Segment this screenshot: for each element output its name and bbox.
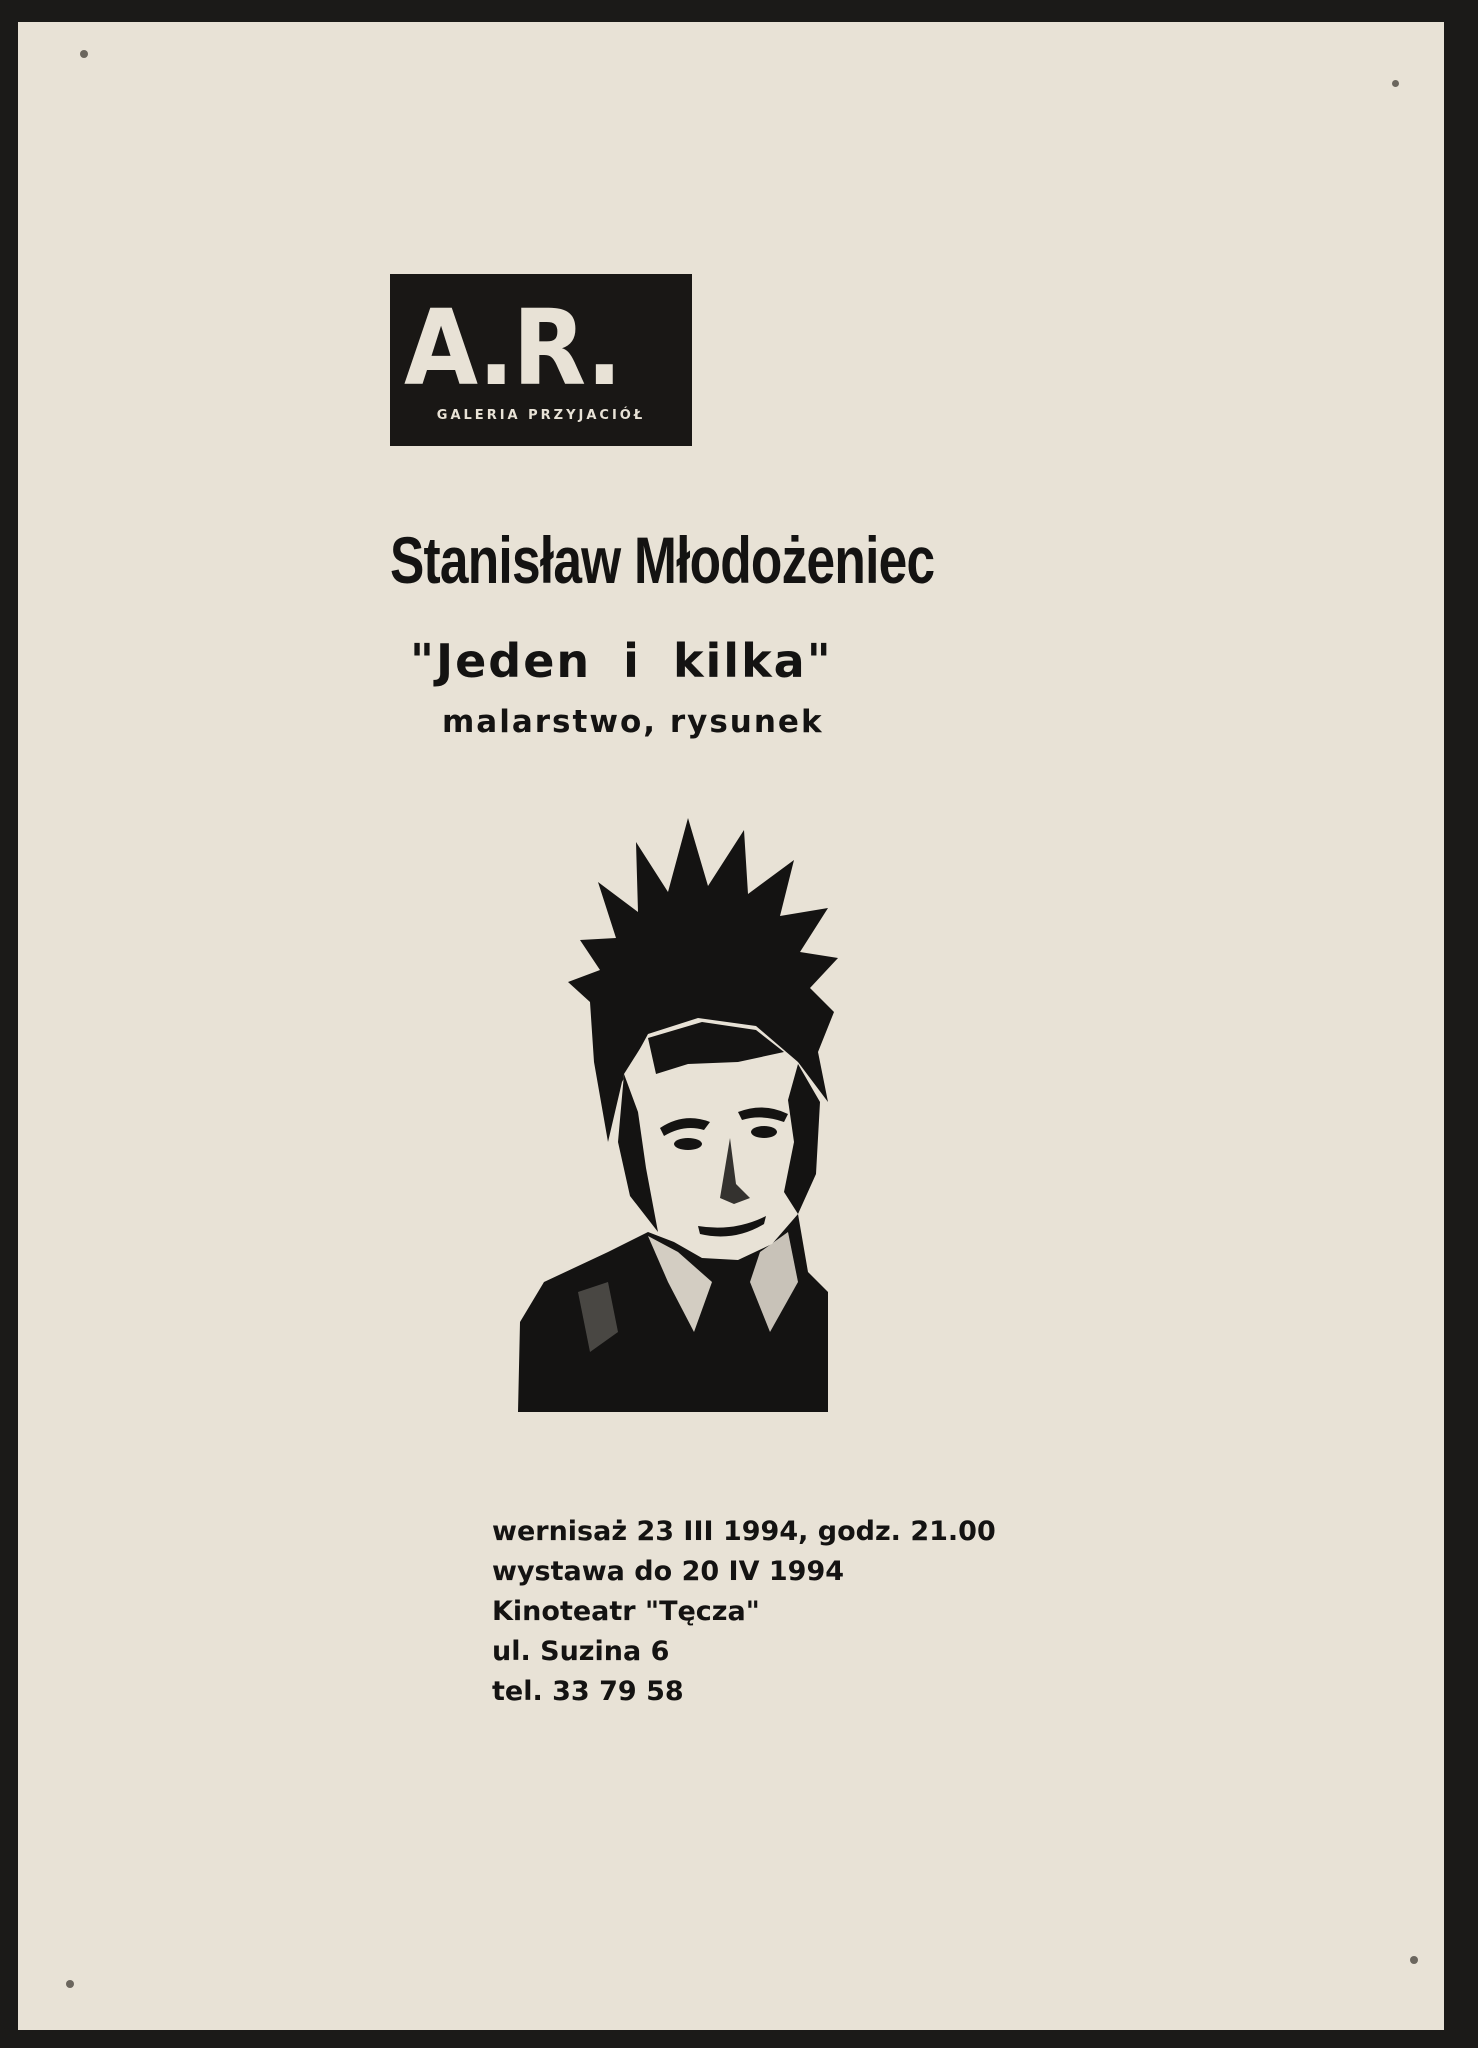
poster-sheet (18, 22, 1444, 2030)
phone-line: tel. 33 79 58 (492, 1676, 684, 1707)
exhibition-subtitle: malarstwo, rysunek (442, 704, 824, 740)
gallery-logo (390, 274, 692, 446)
exhibition-dates-line: wystawa do 20 IV 1994 (492, 1556, 845, 1587)
venue-line: Kinoteatr "Tęcza" (492, 1596, 760, 1627)
opening-line: wernisaż 23 III 1994, godz. 21.00 (492, 1516, 996, 1547)
exhibition-title: "Jeden i kilka" (410, 634, 833, 688)
pin-hole-mark (80, 50, 88, 58)
logo-gallery-name: GALERIA PRZYJACIÓŁ (436, 408, 646, 423)
logo-letters: A.R. (404, 287, 621, 409)
pin-hole-mark (66, 1980, 74, 1988)
artist-portrait-image (498, 812, 928, 1472)
event-details (492, 1512, 996, 1712)
address-line: ul. Suzina 6 (492, 1636, 670, 1667)
pin-hole-mark (1410, 1956, 1418, 1964)
artist-name: Stanisław Młodożeniec (390, 523, 935, 597)
pin-hole-mark (1392, 80, 1399, 87)
